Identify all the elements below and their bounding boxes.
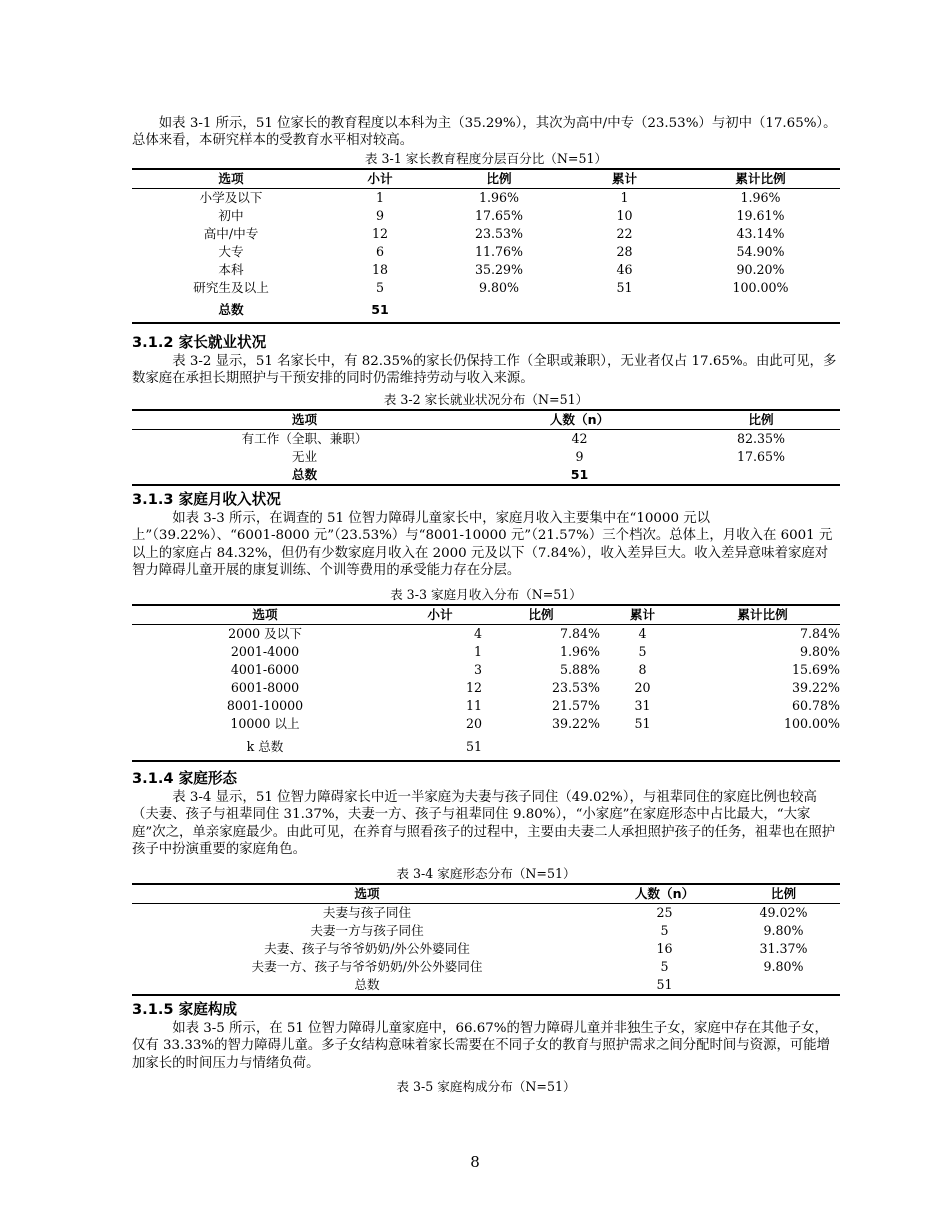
total-value: 51 bbox=[656, 977, 673, 992]
column-header: 小计 bbox=[398, 605, 482, 625]
total-label: k 总数 bbox=[246, 738, 284, 754]
table-row bbox=[132, 922, 840, 940]
table-cell: 9.80% bbox=[763, 923, 804, 938]
column-header: 选项 bbox=[132, 410, 477, 430]
table-cell: 10000 以上 bbox=[230, 716, 300, 731]
table-row bbox=[132, 904, 840, 923]
table-total-row bbox=[132, 976, 840, 995]
column-header: 比例 bbox=[727, 884, 840, 904]
paragraph-income: 如表 3-3 所示，在调查的 51 位智力障碍儿童家长中，家庭月收入主要集中在“10000 元以上”（39.22%）、“6001-8000 元”（23.53%）与“8001-10000 元”（21.57%）三个档次。总体上，月收入在 6001 元以上的家庭占 84.32%，但仍有少数家庭月收入在 2000 元及以下（7.84%），收入差异巨大。收入差异意味着家庭对智力障碍儿童开展的康复训练、个训等费用的承受能力存在分层。 bbox=[132, 511, 833, 578]
table-row bbox=[132, 958, 840, 976]
table-row bbox=[132, 279, 840, 297]
table-cell: 9.80% bbox=[763, 959, 804, 974]
table-cell: 无业 bbox=[291, 449, 318, 464]
section-heading: 3.1.5 家庭构成 bbox=[132, 1001, 238, 1018]
table-cell: 5 bbox=[375, 280, 384, 295]
table-cell: 9 bbox=[575, 449, 584, 464]
column-header: 累计 bbox=[600, 605, 685, 625]
table-cell: 1.96% bbox=[478, 190, 519, 205]
column-header: 比例 bbox=[682, 410, 840, 430]
table-cell: 43.14% bbox=[736, 226, 785, 241]
paragraph-family-composition: 如表 3-5 所示，在 51 位智力障碍儿童家庭中，66.67%的智力障碍儿童并非独生子女，家庭中存在其他子女，仅有 33.33%的智力障碍儿童。多子女结构意味着家长需要在不同子女的教育与照护需求之间分配时间与资源，可能增加家长的时间压力与情绪负荷。 bbox=[132, 1021, 831, 1071]
table-cell: 100.00% bbox=[732, 280, 789, 295]
table-3-3-caption: 表 3-3 家庭月收入分布（N=51） bbox=[390, 587, 582, 602]
table-row bbox=[132, 430, 840, 449]
section-heading: 3.1.3 家庭月收入状况 bbox=[132, 491, 281, 508]
table-cell: 1.96% bbox=[559, 644, 600, 659]
table-cell: 35.29% bbox=[474, 262, 524, 277]
table-cell: 1 bbox=[620, 190, 629, 205]
table-cell: 2001-4000 bbox=[230, 644, 300, 659]
table-cell: 12 bbox=[371, 226, 389, 241]
table-header-row bbox=[132, 169, 840, 189]
table-cell: 23.53% bbox=[551, 680, 600, 695]
table-cell: 10 bbox=[616, 208, 633, 223]
column-header: 累计比例 bbox=[681, 169, 840, 189]
table-total-row bbox=[132, 297, 840, 323]
table-cell: 8001-10000 bbox=[226, 698, 304, 713]
table-cell: 20 bbox=[465, 716, 482, 731]
column-header: 累计比例 bbox=[685, 605, 840, 625]
table-cell: 4001-6000 bbox=[230, 662, 300, 677]
table-cell: 3 bbox=[473, 662, 482, 677]
column-header: 比例 bbox=[430, 169, 568, 189]
table-cell: 7.84% bbox=[559, 626, 600, 641]
table-cell: 2000 及以下 bbox=[228, 626, 302, 641]
table-cell: 夫妻、孩子与爷爷奶奶/外公外婆同住 bbox=[264, 941, 470, 956]
table-cell: 本科 bbox=[218, 262, 244, 277]
table-row bbox=[132, 643, 840, 661]
table-cell: 1 bbox=[375, 190, 384, 205]
table-cell: 小学及以下 bbox=[199, 190, 263, 205]
table-cell: 12 bbox=[465, 680, 482, 695]
table-row bbox=[132, 207, 840, 225]
table-row bbox=[132, 225, 840, 243]
table-cell: 31.37% bbox=[759, 941, 808, 956]
table-header-row bbox=[132, 884, 840, 904]
table-row bbox=[132, 679, 840, 697]
paragraph-family-form: 表 3-4 显示，51 位智力障碍家长中近一半家庭为夫妻与孩子同住（49.02%），与祖辈同住的家庭比例也较高（夫妻、孩子与祖辈同住 31.37%，夫妻一方、孩子与祖辈同住 9.80%），“小家庭”在家庭形态中占比最大，“大家庭”次之，单亲家庭最少。由此可见，在养育与照看孩子的过程中，主要由夫妻二人承担照护孩子的任务，祖辈也在照护孩子中扮演重要的家庭角色。 bbox=[132, 790, 836, 857]
table-cell: 23.53% bbox=[474, 226, 524, 241]
table-cell: 25 bbox=[656, 905, 673, 920]
table-cell: 高中/中专 bbox=[203, 226, 259, 241]
table-3-4-family-form bbox=[132, 883, 840, 996]
table-cell: 42 bbox=[571, 431, 588, 446]
table-cell: 15.69% bbox=[791, 662, 840, 677]
table-cell: 5 bbox=[660, 923, 669, 938]
table-cell: 9.80% bbox=[799, 644, 840, 659]
table-cell: 9 bbox=[375, 208, 384, 223]
table-cell: 46 bbox=[616, 262, 633, 277]
table-cell: 82.35% bbox=[736, 431, 786, 446]
table-cell: 夫妻与孩子同住 bbox=[322, 905, 412, 920]
table-cell: 60.78% bbox=[791, 698, 840, 713]
table-cell: 18 bbox=[371, 262, 389, 277]
table-cell: 11.76% bbox=[474, 244, 524, 259]
total-label: 总数 bbox=[218, 301, 244, 317]
table-cell: 1 bbox=[473, 644, 482, 659]
table-cell: 39.22% bbox=[551, 716, 600, 731]
column-header: 选项 bbox=[132, 169, 330, 189]
table-cell: 4 bbox=[638, 626, 647, 641]
section-heading: 3.1.2 家长就业状况 bbox=[132, 334, 267, 351]
total-value: 51 bbox=[371, 301, 389, 317]
table-header-row bbox=[132, 605, 840, 625]
table-cell: 9.80% bbox=[478, 280, 519, 295]
section-heading: 3.1.4 家庭形态 bbox=[132, 770, 238, 787]
table-cell: 夫妻一方与孩子同住 bbox=[310, 923, 424, 938]
table-cell: 54.90% bbox=[736, 244, 785, 259]
paragraph-employment: 表 3-2 显示，51 名家长中，有 82.35%的家长仍保持工作（全职或兼职），无业者仅占 17.65%。由此可见，多数家庭在承担长期照护与干预安排的同时仍需维持劳动与收入来源。 bbox=[132, 354, 837, 387]
table-cell: 22 bbox=[616, 226, 633, 241]
table-cell: 49.02% bbox=[759, 905, 808, 920]
table-row bbox=[132, 625, 840, 644]
total-label: 总数 bbox=[354, 977, 380, 992]
column-header: 人数（n） bbox=[477, 410, 682, 430]
table-cell: 28 bbox=[616, 244, 633, 259]
table-cell: 6 bbox=[375, 244, 384, 259]
table-cell: 100.00% bbox=[783, 716, 840, 731]
table-cell: 5 bbox=[660, 959, 669, 974]
table-cell: 夫妻一方、孩子与爷爷奶奶/外公外婆同住 bbox=[251, 959, 483, 974]
table-row bbox=[132, 189, 840, 208]
table-cell: 4 bbox=[473, 626, 482, 641]
table-total-row bbox=[132, 466, 840, 485]
table-cell: 31 bbox=[634, 698, 651, 713]
table-cell: 研究生及以上 bbox=[193, 280, 269, 295]
column-header: 人数（n） bbox=[602, 884, 727, 904]
table-cell: 初中 bbox=[218, 208, 244, 223]
table-cell: 20 bbox=[634, 680, 651, 695]
table-3-1-caption: 表 3-1 家长教育程度分层百分比（N=51） bbox=[364, 151, 608, 166]
column-header: 累计 bbox=[568, 169, 681, 189]
table-cell: 17.65% bbox=[736, 449, 786, 464]
table-3-3-income bbox=[132, 604, 840, 762]
table-cell: 39.22% bbox=[791, 680, 840, 695]
table-header-row bbox=[132, 410, 840, 430]
table-cell: 11 bbox=[465, 698, 482, 713]
table-3-4-caption: 表 3-4 家庭形态分布（N=51） bbox=[396, 866, 576, 881]
table-cell: 大专 bbox=[218, 244, 244, 259]
table-3-2-caption: 表 3-2 家长就业状况分布（N=51） bbox=[383, 392, 589, 407]
column-header: 比例 bbox=[482, 605, 600, 625]
paragraph-education: 如表 3-1 所示，51 位家长的教育程度以本科为主（35.29%），其次为高中/中专（23.53%）与初中（17.65%）。总体来看，本研究样本的受教育水平相对较高。 bbox=[132, 116, 837, 149]
table-cell: 有工作（全职、兼职） bbox=[241, 431, 368, 446]
table-row bbox=[132, 940, 840, 958]
table-cell: 51 bbox=[616, 280, 633, 295]
table-row bbox=[132, 261, 840, 279]
table-row bbox=[132, 697, 840, 715]
table-3-1-education bbox=[132, 168, 840, 324]
table-cell: 19.61% bbox=[736, 208, 785, 223]
table-cell: 16 bbox=[656, 941, 673, 956]
total-value: 51 bbox=[570, 467, 589, 482]
table-cell: 5.88% bbox=[559, 662, 600, 677]
column-header: 小计 bbox=[330, 169, 430, 189]
table-row bbox=[132, 243, 840, 261]
table-3-2-employment bbox=[132, 409, 840, 486]
column-header: 选项 bbox=[132, 884, 602, 904]
column-header: 选项 bbox=[132, 605, 398, 625]
table-cell: 90.20% bbox=[736, 262, 785, 277]
table-cell: 51 bbox=[634, 716, 651, 731]
table-row bbox=[132, 715, 840, 733]
page-number: 8 bbox=[470, 1153, 480, 1171]
table-row bbox=[132, 661, 840, 679]
table-cell: 5 bbox=[638, 644, 647, 659]
table-cell: 21.57% bbox=[551, 698, 600, 713]
table-cell: 8 bbox=[638, 662, 647, 677]
total-label: 总数 bbox=[291, 467, 318, 482]
table-total-row bbox=[132, 733, 840, 761]
table-cell: 6001-8000 bbox=[230, 680, 300, 695]
table-row bbox=[132, 448, 840, 466]
table-cell: 17.65% bbox=[474, 208, 524, 223]
table-3-5-caption: 表 3-5 家庭构成分布（N=51） bbox=[396, 1079, 576, 1094]
table-cell: 1.96% bbox=[740, 190, 781, 205]
table-cell: 7.84% bbox=[799, 626, 840, 641]
total-value: 51 bbox=[465, 738, 482, 754]
